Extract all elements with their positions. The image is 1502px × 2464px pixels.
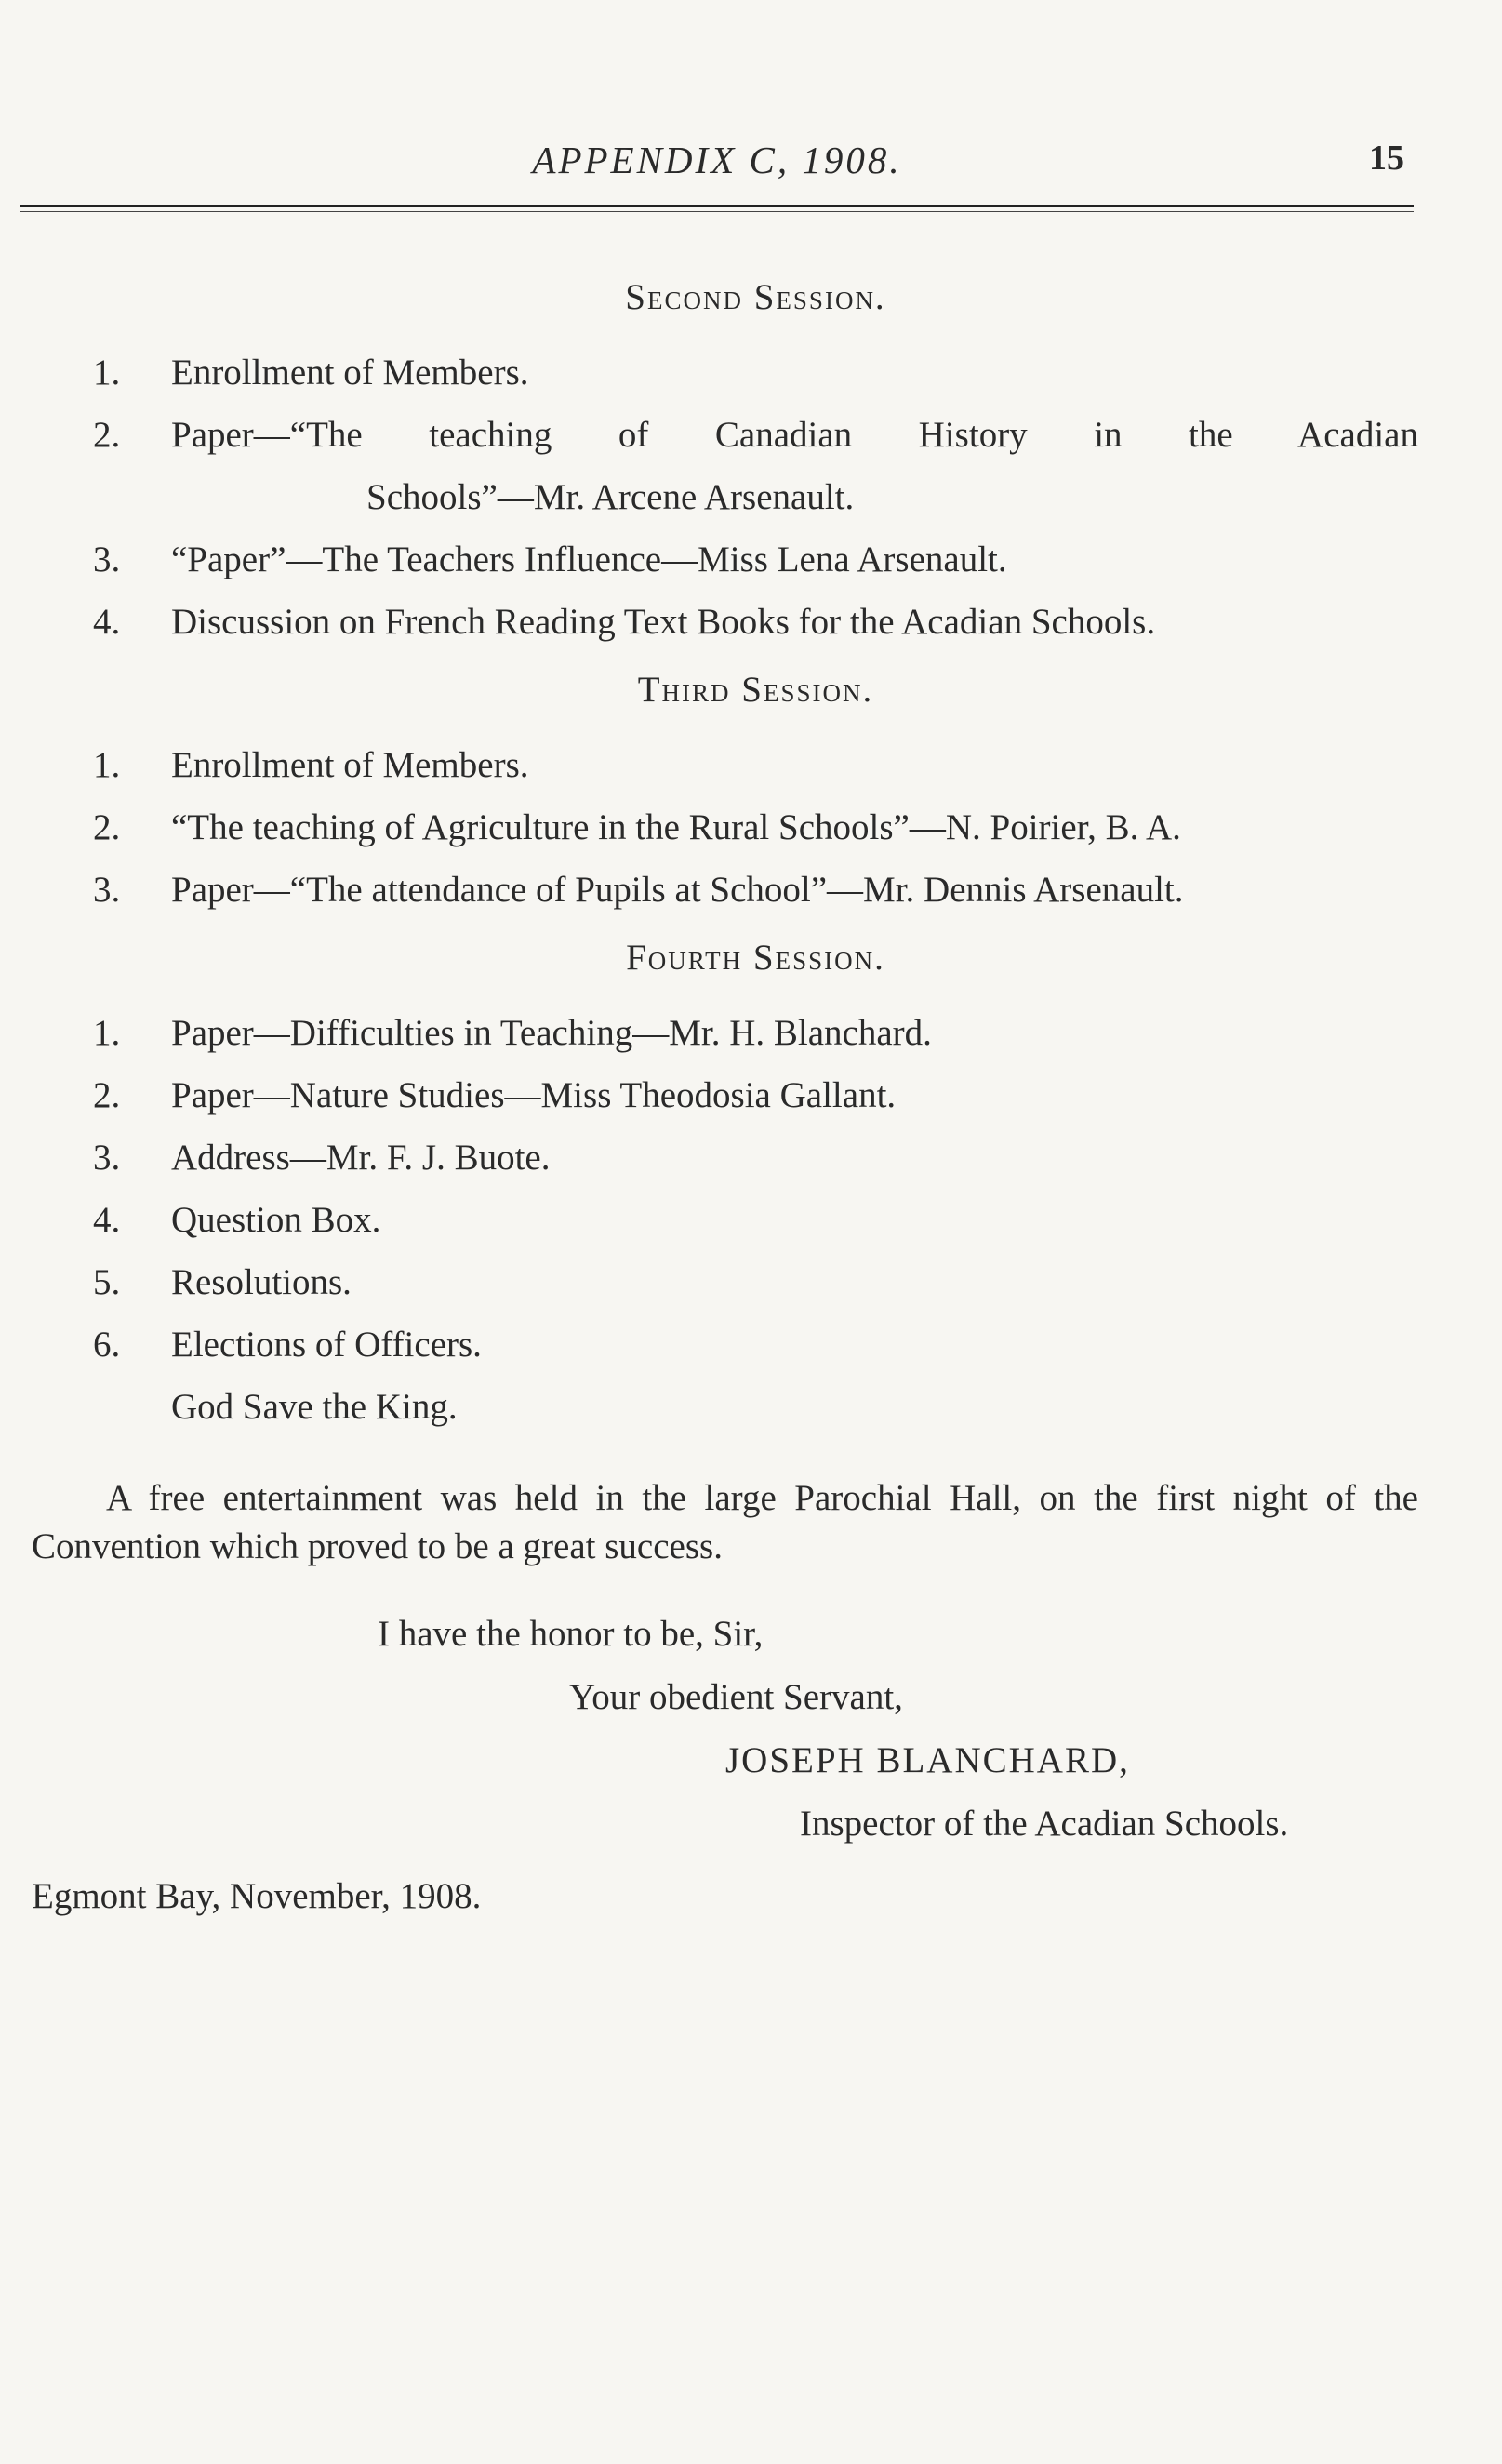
- item-text: Paper—Nature Studies—Miss Theodosia Gallant.: [171, 1075, 897, 1115]
- item-text: “The teaching of Agriculture in the Rural Schools”—N. Poirier, B. A.: [171, 807, 1181, 847]
- item-text: Paper—Difficulties in Teaching—Mr. H. Blanchard.: [171, 1013, 932, 1053]
- item-number: 4.: [93, 1200, 121, 1240]
- item-text: Enrollment of Members.: [171, 353, 529, 393]
- list-item: [93, 528, 1418, 591]
- item-number: 4.: [93, 602, 121, 642]
- fourth-session: [93, 926, 1418, 1438]
- place-date: Egmont Bay, November, 1908.: [32, 1876, 482, 1916]
- session-items: [93, 734, 1418, 921]
- session-heading: Second Session.: [625, 277, 886, 317]
- item-number: 3.: [93, 539, 121, 579]
- item-text: Elections of Officers.: [171, 1325, 482, 1365]
- body-paragraph: A free entertainment was held in the large Parochial Hall, on the first night of the Convention which proved to be a great success.: [32, 1478, 1418, 1566]
- session-heading: Fourth Session.: [626, 938, 885, 978]
- item-number: 2.: [93, 1075, 121, 1115]
- item-text: “Paper”—The Teachers Influence—Miss Lena Arsenault.: [171, 539, 1007, 579]
- session-heading: Third Session.: [637, 670, 874, 710]
- second-session: [93, 266, 1418, 653]
- list-item: [93, 796, 1418, 859]
- list-item: [93, 1064, 1418, 1126]
- list-item: [93, 1251, 1418, 1313]
- item-text: Question Box.: [171, 1200, 381, 1240]
- page-number: 15: [1369, 139, 1404, 178]
- list-item: [93, 341, 1418, 404]
- list-item: [93, 404, 1418, 528]
- list-item: [93, 1189, 1418, 1251]
- item-number: 1.: [93, 1013, 121, 1053]
- list-item: [93, 1313, 1418, 1376]
- third-session: [93, 659, 1418, 921]
- item-number: 1.: [93, 745, 121, 785]
- item-text: Address—Mr. F. J. Buote.: [171, 1138, 551, 1178]
- signatory-name: JOSEPH BLANCHARD,: [725, 1740, 1130, 1780]
- page-header: [20, 128, 1414, 212]
- page-body: [32, 260, 1418, 1927]
- item-text: Paper—“The attendance of Pupils at School”—Mr. Dennis Arsenault.: [171, 870, 1184, 910]
- closing-line: God Save the King.: [171, 1387, 458, 1427]
- item-text-continuation: Schools”—Mr. Arcene Arsenault.: [366, 477, 855, 517]
- complimentary-close: Your obedient Servant,: [569, 1677, 903, 1717]
- item-number: 3.: [93, 1138, 121, 1178]
- list-item: [93, 1126, 1418, 1189]
- header-rule-thin: [20, 211, 1414, 212]
- session-items: [93, 1002, 1418, 1376]
- item-number: 1.: [93, 353, 121, 393]
- item-number: 2.: [93, 807, 121, 847]
- item-number: 3.: [93, 870, 121, 910]
- item-text: Resolutions.: [171, 1262, 352, 1302]
- running-title: APPENDIX C, 1908.: [532, 139, 902, 181]
- signatory-title: Inspector of the Acadian Schools.: [800, 1804, 1289, 1844]
- salutation: I have the honor to be, Sir,: [378, 1614, 764, 1654]
- session-items: [93, 341, 1418, 653]
- signature-block: [93, 1603, 1418, 1856]
- item-text: Enrollment of Members.: [171, 745, 529, 785]
- list-item: [93, 734, 1418, 796]
- list-item: [93, 1002, 1418, 1064]
- item-number: 6.: [93, 1325, 121, 1365]
- item-number: 5.: [93, 1262, 121, 1302]
- item-number: 2.: [93, 415, 121, 455]
- item-text: Paper—“The teaching of Canadian History in the Acadian: [171, 415, 1418, 455]
- header-rule: [20, 205, 1414, 207]
- list-item: [93, 591, 1418, 653]
- item-text: Discussion on French Reading Text Books for the Acadian Schools.: [171, 602, 1156, 642]
- list-item: [93, 859, 1418, 921]
